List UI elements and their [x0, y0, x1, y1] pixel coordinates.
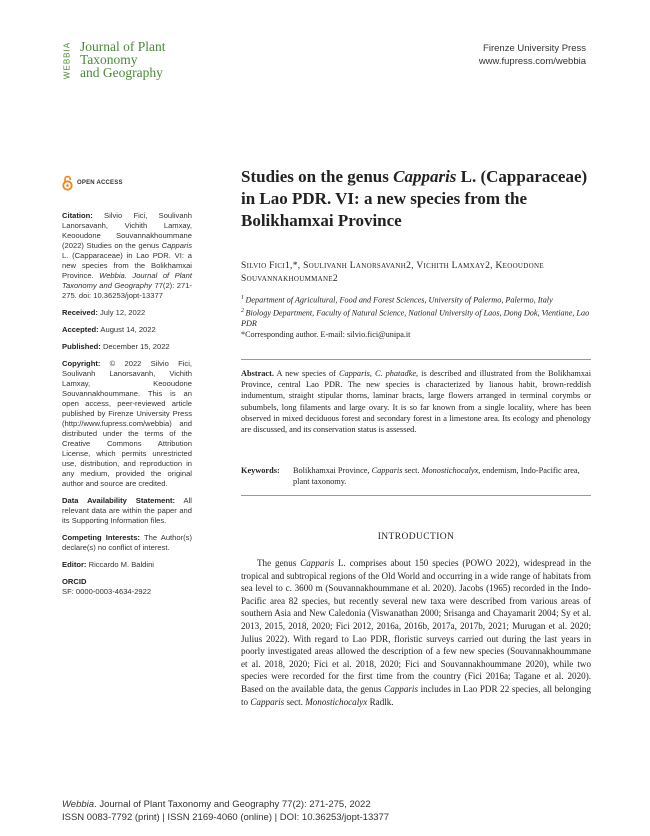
affiliations: [241, 293, 591, 340]
received-date: Received: July 12, 2022: [62, 308, 146, 317]
publisher-name: Firenze University Press: [483, 43, 586, 54]
affiliation-1: $^1$ Department of Agricultural, Food and Forest Sciences, University of Palermo, Palermo, Italy: [241, 295, 553, 305]
journal-logo[interactable]: [62, 40, 166, 84]
open-access-icon: [62, 175, 73, 191]
footer-issn-line: ISSN 0083-7792 (print) | ISSN 2169-4060 (online) | DOI: 10.36253/jopt-13377: [62, 811, 390, 823]
copyright: Copyright: © 2022 Silvio Fici, Soulivanh Lanorsavanh, Vichith Lamxay, Keooudone Souvannakhoummane. This is an open access, peer-reviewed article published by Firenze University Press (http://www.fupress.com/webbia) and distributed under the terms of the Creative Commons Attribution License, which permits unrestricted use, distribution, and reproduction in any medium, provided the original author and source are credited.: [62, 359, 192, 488]
keywords-list: Bolikhamxai Province, Capparis sect. Monostichocalyx, endemism, Indo-Pacific area, plant taxonomy.: [293, 466, 580, 487]
keywords-label: Keywords:: [241, 466, 280, 475]
article-info-sidebar: [62, 211, 192, 604]
corresponding-author: *Corresponding author. E-mail: silvio.fici@unipa.it: [241, 330, 411, 340]
publisher-url[interactable]: www.fupress.com/webbia: [478, 56, 586, 67]
abstract: Abstract. A new species of Capparis, C. phatadke, is described and illustrated from the Bolikhamxai Province, central Lao PDR. The new species is characterized by lianous habit, brown-reddish indumentum, straight stipular thorns, laminar bracts, large flowers arranged in terminal corymbs or subumbels, long filaments and large ovary. It is so far known from a single locality, where has been observed in mixed deciduous forest and secondary forest in a limestone area. Its ecology and phenology are discussed, and its conservation status is assessed.: [241, 369, 591, 435]
journal-name: [80, 40, 166, 84]
divider-bottom: [241, 495, 591, 496]
page-footer: [62, 799, 389, 824]
orcid: ORCID SF: 0000-0003-4634-2922: [62, 577, 152, 596]
journal-name-line-1: Journal of Plant: [80, 39, 166, 54]
publisher-info: [479, 42, 586, 68]
authors: Silvio Fici1,*, Soulivanh Lanorsavanh2, Vichith Lamxay2, Keooudone Souvannakhoummane2: [241, 261, 544, 284]
divider-top: [241, 359, 591, 360]
citation: Citation: Silvio Fici, Soulivanh Lanorsavanh, Vichith Lamxay, Keooudone Souvannakhoummane (2022) Studies on the genus Capparis L. (Capparaceae) in Lao PDR. VI: a new species from the Bolikhamxai Province. Webbia. Journal of Plant Taxonomy and Geography 77(2): 271-275. doi: 10.36253/jopt-13377: [62, 211, 192, 300]
editor: Editor: Riccardo M. Baldini: [62, 560, 154, 569]
published-date: Published: December 15, 2022: [62, 342, 170, 351]
article-title: Studies on the genus Capparis L. (Capparaceae) in Lao PDR. VI: a new species from the Bolikhamxai Province: [241, 167, 588, 230]
introduction-text: The genus Capparis L. comprises about 150 species (POWO 2022), widespread in the tropical and subtropical regions of the Old World and occurring in a wide range of habitats from sea level to c. 3600 m (Souvannakhoummane et al. 2020). Jacobs (1965) recorded in the Indo-Pacific area 82 species, but recently several new taxa were described from various areas of southern Asia and New Caledonia (Viswanathan 2000; Srisanga and Chayamarit 2004; Sy et al. 2013, 2015, 2018, 2020; Fici 2012, 2016a, 2016b, 2017a, 2017b, 2021; Murugan et al. 2020; Julius 2022). With regard to Lao PDR, floristic surveys carried out during the last years in poorly investigated areas allowed the description of a few new species (Souvannakhoummane et al. 2018, 2020; Fici et al. 2018, 2020; Fici and Souvannakhoummane 2020), while two species were recorded for the first time from the country (Fici 2016a; Tagane et al. 2020). Based on the available data, the genus Capparis includes in Lao PDR 22 species, all belonging to Capparis sect. Monostichocalyx Radlk.: [241, 558, 591, 707]
competing-interests: Competing Interests: The Author(s) declare(s) no conflict of interest.: [62, 533, 192, 552]
section-heading-introduction: INTRODUCTION: [377, 532, 455, 542]
data-availability: Data Availability Statement: All relevant data are within the paper and its Supporting Information files.: [62, 496, 192, 525]
affiliation-2: $^2$ Biology Department, Faculty of Natural Science, National University of Laos, Dong Dok, Vientiane, Lao PDR: [241, 307, 590, 329]
open-access-badge: [62, 175, 123, 191]
journal-name-line-3: and Geography: [80, 65, 163, 80]
accepted-date: Accepted: August 14, 2022: [62, 325, 156, 334]
journal-name-line-2: Taxonomy: [80, 52, 138, 67]
keywords: [241, 465, 591, 487]
logo-vertical-text: WEBBIA: [62, 41, 72, 80]
open-access-label: OPEN ACCESS: [77, 180, 123, 186]
orcid-id[interactable]: SF: 0000-0003-4634-2922: [62, 587, 152, 596]
footer-journal-line: Webbia. Journal of Plant Taxonomy and Geography 77(2): 271-275, 2022: [62, 799, 371, 810]
